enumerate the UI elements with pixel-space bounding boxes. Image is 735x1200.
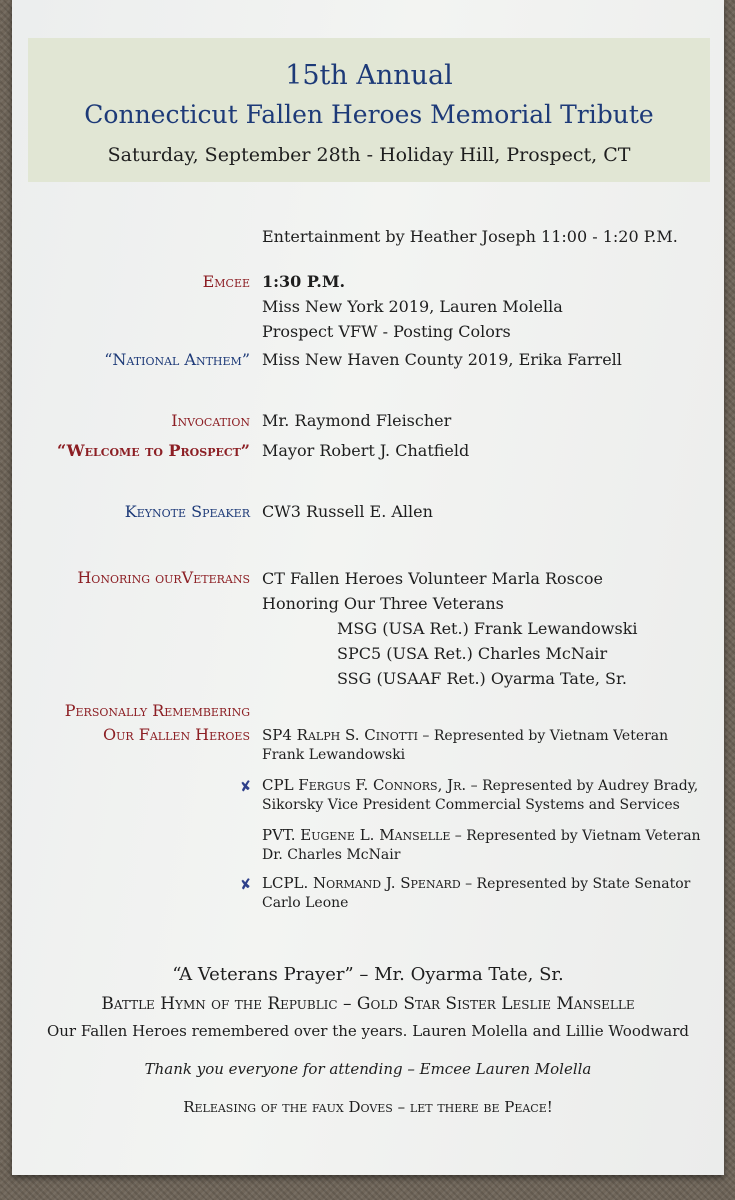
- veteran-3: SSG (USAAF Ret.) Oyarma Tate, Sr.: [337, 669, 627, 688]
- handwritten-check-icon: ✘: [238, 876, 254, 894]
- handwritten-check-icon: ✘: [238, 778, 254, 796]
- honoring-line-2: Honoring Our Three Veterans: [262, 594, 504, 613]
- anthem-value: Miss New Haven County 2019, Erika Farrell: [262, 350, 622, 369]
- program-subtitle: Connecticut Fallen Heroes Memorial Tribute: [84, 100, 654, 129]
- welcome-label: “Welcome to Prospect”: [56, 441, 250, 460]
- entertainment-line: Entertainment by Heather Joseph 11:00 - 1:20 P.M.: [262, 227, 678, 246]
- emcee-line-2: Prospect VFW - Posting Colors: [262, 322, 511, 341]
- emcee-line-1: Miss New York 2019, Lauren Molella: [262, 297, 563, 316]
- hero-name-3: PVT. Eugene L. Manselle: [262, 826, 451, 844]
- veteran-2: SPC5 (USA Ret.) Charles McNair: [337, 644, 608, 663]
- hero-name-1: SP4 Ralph S. Cinotti: [262, 726, 418, 744]
- hero-rep-2: – Represented by Audrey Brady,: [466, 778, 699, 794]
- welcome-value: Mayor Robert J. Chatfield: [262, 441, 470, 460]
- hero-name-4: LCPL. Normand J. Spenard: [262, 874, 461, 892]
- remembering-label-line-1: Personally Remembering: [64, 701, 250, 720]
- hero-rep-line2-4: Carlo Leone: [262, 895, 349, 911]
- emcee-label: Emcee: [202, 272, 250, 291]
- hero-entry-4: [262, 874, 690, 913]
- anthem-label: “National Anthem”: [104, 350, 250, 369]
- remembering-label-line-2: Our Fallen Heroes: [103, 725, 250, 744]
- honoring-label: Honoring ourVeterans: [77, 568, 250, 587]
- honoring-block: [262, 566, 603, 616]
- thank-you-line: Thank you everyone for attending – Emcee Lauren Molella: [144, 1060, 592, 1078]
- program-title: 15th Annual: [285, 60, 453, 91]
- invocation-value: Mr. Raymond Fleischer: [262, 411, 452, 430]
- hero-rep-line2-1: Frank Lewandowski: [262, 747, 406, 763]
- doves-line: Releasing of the faux Doves – let there be Peace!: [183, 1098, 553, 1116]
- hero-rep-3: – Represented by Vietnam Veteran: [450, 828, 701, 844]
- hero-entry-3: [262, 826, 701, 865]
- honoring-line-1: CT Fallen Heroes Volunteer Marla Roscoe: [262, 569, 603, 588]
- remembered-line: Our Fallen Heroes remembered over the years. Lauren Molella and Lillie Woodward: [46, 1022, 690, 1040]
- battle-hymn-line: Battle Hymn of the Republic – Gold Star Sister Leslie Manselle: [101, 994, 635, 1014]
- header-banner: [28, 38, 710, 182]
- invocation-label: Invocation: [171, 411, 250, 430]
- keynote-label: Keynote Speaker: [124, 502, 250, 521]
- keynote-value: CW3 Russell E. Allen: [262, 502, 433, 521]
- hero-entry-2: [262, 776, 698, 815]
- veteran-1: MSG (USA Ret.) Frank Lewandowski: [337, 619, 638, 638]
- hero-rep-1: – Represented by Vietnam Veteran: [417, 728, 669, 744]
- event-dateline: Saturday, September 28th - Holiday Hill, Prospect, CT: [107, 144, 631, 166]
- emcee-time: 1:30 P.M.: [262, 272, 346, 291]
- emcee-block: [262, 269, 563, 344]
- hero-rep-line2-3: Dr. Charles McNair: [262, 847, 401, 863]
- program-sheet: [12, 0, 724, 1175]
- hero-rep-4: – Represented by State Senator: [460, 876, 691, 892]
- hero-entry-1: [262, 726, 668, 765]
- hero-rep-line2-2: Sikorsky Vice President Commercial Systems and Services: [262, 797, 680, 813]
- hero-name-2: CPL Fergus F. Connors, Jr.: [262, 776, 467, 794]
- veterans-prayer-line: “A Veterans Prayer” – Mr. Oyarma Tate, Sr.: [172, 964, 564, 985]
